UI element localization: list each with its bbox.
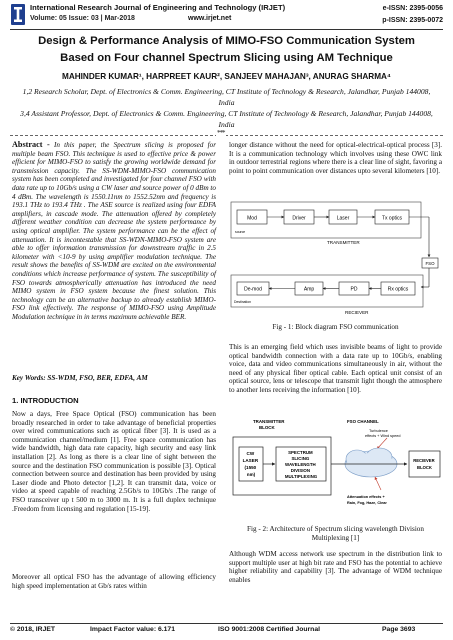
intro-paragraph-2: Moreover all optical FSO has the advantage of allowing efficiency high speed implementation at Gb/s rates within [12, 573, 216, 590]
abstract-text: In this paper, the Spectrum slicing is proposed for multiple beam FSO. This technique is used to effective price & power efficient for MIMO-FSO to satisfy the growing worldwide demand for transmission capacity. The SS-WDM-MIMO-FSO communication system has been completed and investigated for four channel FSO with data rate up to 10Gb/s using a CW laser and source power of 0 dBm to 4 dBm. The wavelength is 1550.11nm to 1552.52nm and frequency is 193.1 THz to 193.4 THz . The ASE source is realized using four EDFA amplifiers, in cascade mode. The attenuation offered by completely different weather condition can decrease the system performance by using optical amplifier. The system performance can be the effect of attenuation. It is incontestable that SS-WDN-MIMO-FSO system are able to offer information transmission for downstream traffic in 2.5 kilometer with <10-9 by using amplifier modulation technique. The result shows the benefits of SS-WDM are excited on the environmental conditions which increase performance of system. The susceptibility of FSO towards atmospherically attenuation has introduced the need MIMO system in FSO system because the finest solution. This technology can be an alternative backup to already establish MIMO-FSO link effectively. The response of MIMO-FSO using Amplitude Modulation technique in in terms maximum achievable BER. [12, 141, 216, 321]
rx-optics-label: Rx optics [387, 286, 409, 293]
intro-paragraph-1: Now a days, Free Space Optical (FSO) communication has been broadly researched in order to take advantage of beneficial properties over wired communications such as optical fiber [3]. It is used as a communication channel/medium [1]. Free space communication has wide bandwidth, high data rate capacity, high security and easy link installation [2]. As long as there is a clear line of sight between the source and the destination FSO communication is possible [3]. Optical connection between source and destination has been provided by using Laser diode and Photo detector [1,2]. It can transmit data, voice or video at speed capable of reaching 2.5Gb/s to 10Gb/s .The range of FSO transceiver up t 500 m to 3000 m. It is a full duplex technique .Freedom from licensing and regulation [15-19]. [12, 410, 216, 513]
destination-label: Destination [234, 300, 251, 304]
divider-stars: *** [217, 129, 225, 137]
header-rule [10, 29, 443, 30]
footer-impact-factor: Impact Factor value: 6.171 [90, 626, 175, 633]
fig1-caption: Fig - 1: Block diagram FSO communication [272, 323, 399, 331]
journal-name: International Research Journal of Engineering and Technology (IRJET) [30, 3, 286, 12]
issn-block [382, 3, 443, 27]
fig2-caption: Fig - 2: Architecture of Spectrum slicing wavelength Division Multiplexing [1] [247, 525, 424, 542]
cw-laser-label: CW LASER (1550 nm) [242, 451, 259, 477]
receiver-block-label: RECIEVER BLOCK [413, 458, 435, 470]
fso-label: FSO [425, 261, 435, 266]
tx-optics-label: Tx optics [381, 215, 403, 222]
irjet-logo-icon [10, 3, 26, 26]
p-issn: p-ISSN: 2395-0072 [382, 17, 443, 24]
footer-rule [10, 623, 443, 624]
fso-channel-label: FSO CHANNEL [347, 419, 379, 424]
fig2-architecture-diagram [229, 415, 442, 523]
transmitter-block-label: TRANSMITTER BLOCK [253, 419, 285, 430]
affiliation-1: 1,2 Research Scholar, Dept. of Electronics & Comm. Engineering, CT Institute of Technology & Research, Jalandhar, Punjab 144008, India [22, 87, 431, 107]
footer-copyright: © 2018, IRJET [10, 626, 56, 633]
paper-title: Design & Performance Analysis of MIMO-FSO Communication System Based on Four channel Spectrum Slicing using AM Technique [38, 35, 415, 64]
demod-label: De-mod [244, 286, 262, 293]
affiliation-2: 3,4 Assistant Professor, Dept. of Electronics & Comm. Engineering, CT Institute of Technology & Research, Jalandhar, Punjab 144008, India [20, 109, 433, 129]
journal-website: www.irjet.net [188, 15, 232, 22]
e-issn: e-ISSN: 2395-0056 [382, 5, 443, 12]
attenuation-label: Attenuation effects + Rain, Fog, Haze, Clear [347, 495, 387, 505]
abstract-label: Abstract - [12, 140, 50, 149]
footer-iso: ISO 9001:2008 Certified Journal [218, 626, 320, 633]
mod-label: Mod [247, 215, 257, 222]
journal-header [0, 0, 453, 30]
right-paragraph-1: longer distance without the need for optical-electrical-optical process [3]. It is a communication technology which involves using these OWC link in outdoor terrestrial regions where there is a clear line of sight, favoring a point to point communication over distances upto several kilometers [10]. [229, 141, 442, 175]
laser-label: Laser [336, 215, 350, 222]
journal-volume: Volume: 05 Issue: 03 | Mar-2018 [30, 15, 135, 22]
transmitter-label: TRANSMITTER [327, 240, 360, 245]
amp-label: Amp [303, 286, 315, 293]
receiver-block [409, 451, 440, 477]
turbulence-label: Turbulence effects + Wind speed [365, 429, 401, 438]
right-paragraph-2: This is an emerging field which uses invisible beams of light to provide optical bandwidth connection with a data rate up to 10Gb/s, enabling voice, data and video communications simultaneously in air, without the need of any physical fiber optical cable. Each optical unit consist of an optical source, lens or telescope that transmit light though the atmosphere to another lens receiving the information [10]. [229, 343, 442, 394]
footer-page-number: Page 3693 [382, 626, 416, 633]
fig1-block-diagram [229, 200, 442, 318]
spectrum-slicing-label: SPECTRUM SLICING WAVELENGTH DIVISION MULTIPLEXING [284, 450, 318, 479]
intro-heading: 1. INTRODUCTION [12, 396, 79, 405]
abstract [12, 141, 216, 321]
section-divider [10, 135, 443, 136]
pd-label: PD [350, 286, 358, 293]
paper-authors: MAHINDER KUMAR¹, HARPREET KAUR², SANJEEV MAHAJAN³, ANURAG SHARMA⁴ [62, 72, 391, 81]
keywords: Key Words: SS-WDM, FSO, BER, EDFA, AM [12, 374, 148, 382]
right-paragraph-3: Although WDM access network use spectrum in the distribution link to support multiple user at high bit rate and FSO has the potential to achieve higher reliability and capability [3]. The advantage of WDM technique enables [229, 550, 442, 584]
receiver-label: RECIEVER [345, 310, 369, 315]
source-label: source [235, 230, 246, 234]
cloud-icon [345, 448, 397, 477]
driver-label: Driver [292, 215, 306, 222]
